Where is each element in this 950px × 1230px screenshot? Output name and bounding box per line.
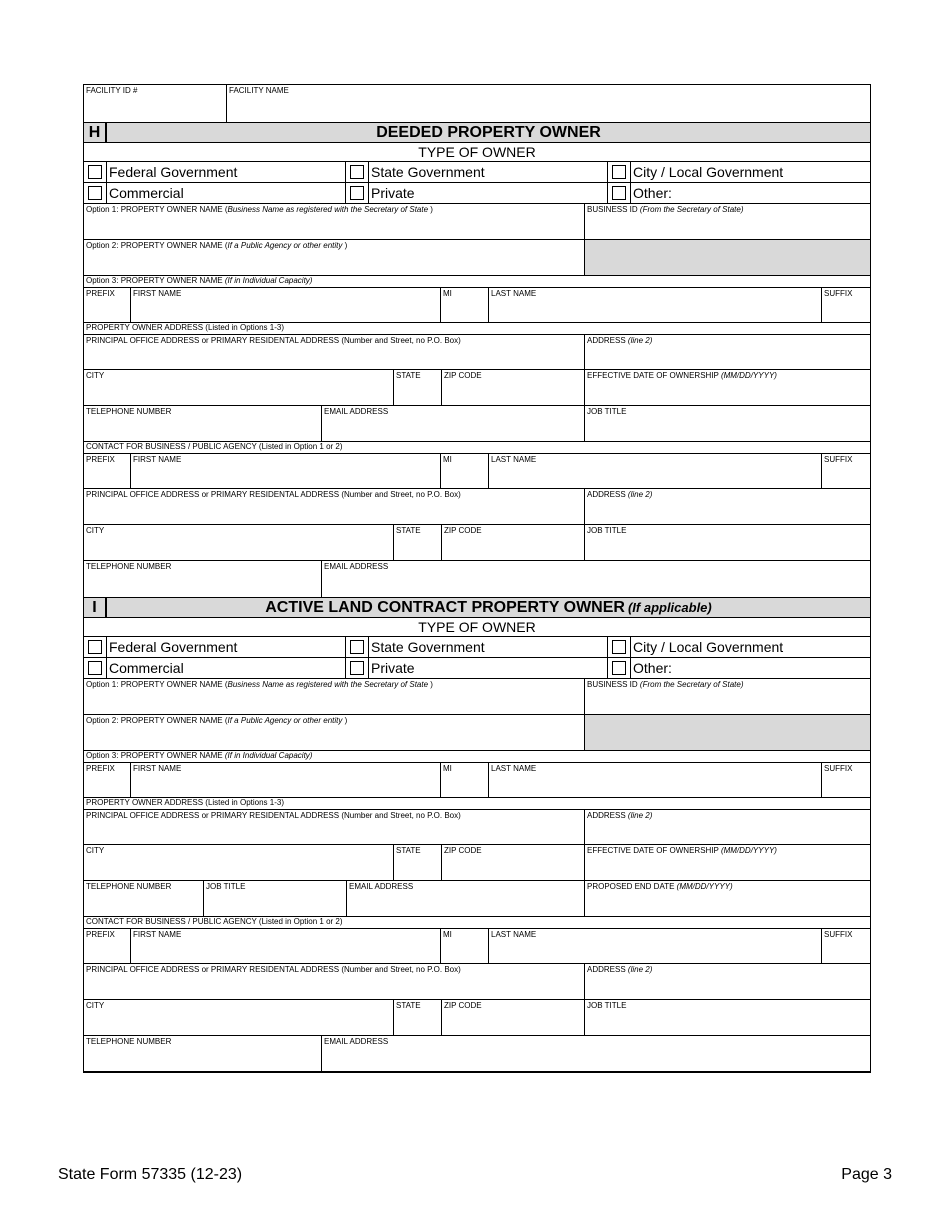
contact-label: CONTACT FOR BUSINESS / PUBLIC AGENCY (Listed in Option 1 or 2) — [86, 442, 343, 451]
effective-date-label: EFFECTIVE DATE OF OWNERSHIP (MM/DD/YYYY) — [587, 371, 777, 380]
other-field[interactable] — [631, 658, 870, 678]
private-label-cell — [369, 658, 608, 678]
facility-name-field[interactable] — [227, 85, 870, 122]
owner-type-row-1-i — [84, 637, 870, 658]
state-gov-label: State Government — [371, 639, 485, 655]
other-label: Other: — [633, 185, 672, 201]
principal-address-label: PRINCIPAL OFFICE ADDRESS or PRIMARY RESIDENTAL ADDRESS (Number and Street, no P.O. Box) — [86, 490, 461, 499]
commercial-checkbox-cell[interactable] — [84, 183, 107, 203]
address-line2-field[interactable] — [585, 810, 870, 844]
state-checkbox[interactable] — [350, 640, 364, 654]
suffix-label: SUFFIX — [824, 289, 853, 298]
state-label-cell — [369, 162, 608, 182]
state-label: STATE — [396, 1001, 421, 1010]
other-checkbox[interactable] — [612, 186, 626, 200]
principal-address-field[interactable] — [84, 335, 585, 369]
state-label-cell — [369, 637, 608, 657]
option2-row — [84, 240, 870, 276]
mi-label: MI — [443, 764, 452, 773]
mi-label: MI — [443, 455, 452, 464]
first-name-field[interactable] — [131, 763, 441, 797]
email-label: EMAIL ADDRESS — [324, 407, 389, 416]
prefix-label: PREFIX — [86, 764, 115, 773]
option3-label: Option 3: PROPERTY OWNER NAME (If in Individual Capacity) — [86, 276, 313, 285]
contact-prefix-field[interactable] — [84, 929, 131, 963]
federal-checkbox-cell-i[interactable] — [84, 637, 107, 657]
name-row — [84, 288, 870, 323]
section-h-title-wrap — [107, 123, 870, 142]
facility-id-label: FACILITY ID # — [86, 86, 138, 95]
zip-label: ZIP CODE — [444, 371, 482, 380]
page-number: Page 3 — [841, 1166, 892, 1183]
option2-row-i — [84, 715, 870, 751]
contact-label: CONTACT FOR BUSINESS / PUBLIC AGENCY (Listed in Option 1 or 2) — [86, 917, 343, 926]
contact-name-row — [84, 454, 870, 489]
contact-city-row — [84, 525, 870, 561]
city-field[interactable] — [84, 845, 394, 880]
private-checkbox-cell[interactable] — [346, 183, 369, 203]
owner-type-row-1 — [84, 162, 870, 183]
suffix-label: SUFFIX — [824, 764, 853, 773]
principal-address-label: PRINCIPAL OFFICE ADDRESS or PRIMARY RESIDENTAL ADDRESS (Number and Street, no P.O. Box) — [86, 336, 461, 345]
commercial-label: Commercial — [109, 660, 184, 676]
mi-field[interactable] — [441, 763, 489, 797]
type-of-owner-label: TYPE OF OWNER — [418, 144, 536, 160]
option1-name-field[interactable] — [84, 204, 585, 239]
address-row — [84, 335, 870, 370]
type-of-owner-label: TYPE OF OWNER — [418, 619, 536, 635]
last-name-label: LAST NAME — [491, 289, 537, 298]
business-id-label: BUSINESS ID (From the Secretary of State) — [587, 680, 744, 689]
contact-last-name-field[interactable] — [489, 929, 822, 963]
city-label: CITY — [86, 371, 105, 380]
prefix-field[interactable] — [84, 763, 131, 797]
name-row-i — [84, 763, 870, 798]
commercial-label: Commercial — [109, 185, 184, 201]
contact-telephone-field[interactable] — [84, 561, 322, 597]
first-name-field[interactable] — [131, 288, 441, 322]
section-i-header — [84, 598, 870, 618]
job-title-field[interactable] — [585, 406, 870, 441]
phone-row — [84, 406, 870, 442]
contact-city-row-i — [84, 1000, 870, 1036]
email-label: EMAIL ADDRESS — [349, 882, 414, 891]
address-row-i — [84, 810, 870, 845]
last-name-label: LAST NAME — [491, 930, 537, 939]
suffix-label: SUFFIX — [824, 930, 853, 939]
section-i-subtitle: (If applicable) — [627, 600, 712, 615]
owner-address-heading-i — [84, 798, 870, 810]
zip-label: ZIP CODE — [444, 1001, 482, 1010]
contact-zip-field[interactable] — [442, 525, 585, 560]
contact-heading-cell — [84, 442, 870, 453]
owner-type-row-2-i — [84, 658, 870, 679]
prefix-label: PREFIX — [86, 930, 115, 939]
effective-date-field[interactable] — [585, 845, 870, 880]
telephone-field[interactable] — [84, 406, 322, 441]
zip-field[interactable] — [442, 370, 585, 405]
contact-zip-field[interactable] — [442, 1000, 585, 1035]
state-label: STATE — [396, 371, 421, 380]
private-label-cell — [369, 183, 608, 203]
city-checkbox[interactable] — [612, 640, 626, 654]
telephone-label: TELEPHONE NUMBER — [86, 407, 172, 416]
contact-suffix-field[interactable] — [822, 929, 870, 963]
telephone-label: TELEPHONE NUMBER — [86, 882, 172, 891]
owner-address-heading-cell — [84, 798, 870, 809]
telephone-field[interactable] — [84, 881, 204, 916]
other-checkbox[interactable] — [612, 661, 626, 675]
state-checkbox[interactable] — [350, 165, 364, 179]
last-name-label: LAST NAME — [491, 764, 537, 773]
form-number: State Form 57335 (12-23) — [58, 1166, 243, 1183]
job-title-label: JOB TITLE — [587, 1001, 627, 1010]
federal-label: Federal Government — [109, 639, 238, 655]
contact-first-name-field[interactable] — [131, 929, 441, 963]
job-title-label: JOB TITLE — [587, 407, 627, 416]
city-row-i — [84, 845, 870, 881]
job-title-field[interactable] — [204, 881, 347, 916]
federal-label-cell — [107, 637, 346, 657]
state-checkbox-cell[interactable] — [346, 162, 369, 182]
private-label: Private — [371, 185, 415, 201]
private-label: Private — [371, 660, 415, 676]
commercial-checkbox[interactable] — [88, 661, 102, 675]
city-checkbox-cell[interactable] — [608, 162, 631, 182]
effective-date-label: EFFECTIVE DATE OF OWNERSHIP (MM/DD/YYYY) — [587, 846, 777, 855]
other-label: Other: — [633, 660, 672, 676]
private-checkbox-cell-i[interactable] — [346, 658, 369, 678]
contact-city-field[interactable] — [84, 525, 394, 560]
facility-id-field[interactable] — [84, 85, 227, 122]
federal-label-cell — [107, 162, 346, 182]
principal-address-label: PRINCIPAL OFFICE ADDRESS or PRIMARY RESIDENTAL ADDRESS (Number and Street, no P.O. Box) — [86, 811, 461, 820]
option2-name-field[interactable] — [84, 240, 585, 275]
contact-address-row — [84, 489, 870, 525]
email-label: EMAIL ADDRESS — [324, 562, 389, 571]
suffix-field[interactable] — [822, 763, 870, 797]
city-gov-label: City / Local Government — [633, 164, 784, 180]
contact-last-name-field[interactable] — [489, 454, 822, 488]
section-i-title: ACTIVE LAND CONTRACT PROPERTY OWNER — [265, 598, 625, 616]
contact-telephone-field[interactable] — [84, 1036, 322, 1071]
business-id-label: BUSINESS ID (From the Secretary of State) — [587, 205, 744, 214]
address-line2-label: ADDRESS (line 2) — [587, 811, 653, 820]
contact-phone-row — [84, 561, 870, 598]
state-field[interactable] — [394, 370, 442, 405]
section-i-title-wrap — [107, 598, 870, 617]
contact-job-title-field[interactable] — [585, 525, 870, 560]
first-name-label: FIRST NAME — [133, 289, 182, 298]
contact-phone-row-i — [84, 1036, 870, 1071]
principal-address-label: PRINCIPAL OFFICE ADDRESS or PRIMARY RESIDENTAL ADDRESS (Number and Street, no P.O. Box) — [86, 965, 461, 974]
contact-heading-i — [84, 917, 870, 929]
mi-label: MI — [443, 930, 452, 939]
option2-name-field[interactable] — [84, 715, 585, 750]
owner-address-heading — [84, 323, 870, 335]
effective-date-field[interactable] — [585, 370, 870, 405]
option3-heading — [84, 276, 870, 288]
contact-principal-address-field[interactable] — [84, 964, 585, 999]
commercial-checkbox-cell-i[interactable] — [84, 658, 107, 678]
other-checkbox-cell-i[interactable] — [608, 658, 631, 678]
contact-state-field[interactable] — [394, 1000, 442, 1035]
contact-address-line2-field[interactable] — [585, 964, 870, 999]
contact-suffix-field[interactable] — [822, 454, 870, 488]
contact-heading-cell — [84, 917, 870, 928]
zip-label: ZIP CODE — [444, 526, 482, 535]
business-id-field[interactable] — [585, 204, 870, 239]
city-field[interactable] — [84, 370, 394, 405]
federal-checkbox[interactable] — [88, 640, 102, 654]
prefix-field[interactable] — [84, 288, 131, 322]
city-checkbox-cell-i[interactable] — [608, 637, 631, 657]
email-field[interactable] — [347, 881, 585, 916]
job-title-label: JOB TITLE — [206, 882, 246, 891]
contact-job-title-field[interactable] — [585, 1000, 870, 1035]
section-h-title: DEEDED PROPERTY OWNER — [376, 123, 601, 141]
contact-mi-field[interactable] — [441, 454, 489, 488]
option1-label: Option 1: PROPERTY OWNER NAME (Business Name as registered with the Secretary of State ) — [86, 680, 433, 689]
city-row — [84, 370, 870, 406]
contact-principal-address-field[interactable] — [84, 489, 585, 524]
owner-address-heading-cell — [84, 323, 870, 334]
business-id-field[interactable] — [585, 679, 870, 714]
section-i-letter: I — [84, 598, 107, 617]
option3-heading-cell — [84, 276, 870, 287]
contact-address-row-i — [84, 964, 870, 1000]
other-checkbox-cell[interactable] — [608, 183, 631, 203]
contact-address-line2-field[interactable] — [585, 489, 870, 524]
facility-row — [84, 85, 870, 123]
suffix-field[interactable] — [822, 288, 870, 322]
state-label: STATE — [396, 526, 421, 535]
mi-label: MI — [443, 289, 452, 298]
first-name-label: FIRST NAME — [133, 455, 182, 464]
prefix-label: PREFIX — [86, 455, 115, 464]
zip-field[interactable] — [442, 845, 585, 880]
facility-name-label: FACILITY NAME — [229, 86, 289, 95]
suffix-label: SUFFIX — [824, 455, 853, 464]
contact-city-field[interactable] — [84, 1000, 394, 1035]
state-field[interactable] — [394, 845, 442, 880]
federal-checkbox[interactable] — [88, 165, 102, 179]
option3-heading-cell — [84, 751, 870, 762]
last-name-label: LAST NAME — [491, 455, 537, 464]
mi-field[interactable] — [441, 288, 489, 322]
city-gov-label: City / Local Government — [633, 639, 784, 655]
option2-label: Option 2: PROPERTY OWNER NAME (If a Public Agency or other entity ) — [86, 241, 348, 250]
shaded-cell — [585, 715, 870, 750]
private-checkbox[interactable] — [350, 186, 364, 200]
principal-address-field[interactable] — [84, 810, 585, 844]
contact-heading — [84, 442, 870, 454]
type-of-owner-heading — [84, 143, 870, 162]
other-field[interactable] — [631, 183, 870, 203]
first-name-label: FIRST NAME — [133, 930, 182, 939]
contact-email-field[interactable] — [322, 1036, 870, 1071]
federal-checkbox-cell[interactable] — [84, 162, 107, 182]
type-of-owner-heading-i — [84, 618, 870, 637]
state-gov-label: State Government — [371, 164, 485, 180]
email-label: EMAIL ADDRESS — [324, 1037, 389, 1046]
prefix-label: PREFIX — [86, 289, 115, 298]
telephone-label: TELEPHONE NUMBER — [86, 1037, 172, 1046]
federal-label: Federal Government — [109, 164, 238, 180]
option3-label: Option 3: PROPERTY OWNER NAME (If in Individual Capacity) — [86, 751, 313, 760]
proposed-end-date-field[interactable] — [585, 881, 870, 916]
address-line2-label: ADDRESS (line 2) — [587, 490, 653, 499]
option1-row-i — [84, 679, 870, 715]
commercial-label-cell — [107, 658, 346, 678]
owner-type-row-2 — [84, 183, 870, 204]
job-title-label: JOB TITLE — [587, 526, 627, 535]
section-h-letter: H — [84, 123, 107, 142]
contact-mi-field[interactable] — [441, 929, 489, 963]
commercial-label-cell — [107, 183, 346, 203]
contact-state-field[interactable] — [394, 525, 442, 560]
option1-label: Option 1: PROPERTY OWNER NAME (Business Name as registered with the Secretary of State ) — [86, 205, 433, 214]
address-line2-field[interactable] — [585, 335, 870, 369]
zip-label: ZIP CODE — [444, 846, 482, 855]
email-field[interactable] — [322, 406, 585, 441]
option1-row — [84, 204, 870, 240]
commercial-checkbox[interactable] — [88, 186, 102, 200]
city-label: CITY — [86, 526, 105, 535]
city-checkbox[interactable] — [612, 165, 626, 179]
contact-first-name-field[interactable] — [131, 454, 441, 488]
first-name-label: FIRST NAME — [133, 764, 182, 773]
owner-address-label: PROPERTY OWNER ADDRESS (Listed in Options 1-3) — [86, 798, 284, 807]
private-checkbox[interactable] — [350, 661, 364, 675]
city-label: CITY — [86, 1001, 105, 1010]
phone-row-i — [84, 881, 870, 917]
state-label: STATE — [396, 846, 421, 855]
shaded-cell — [585, 240, 870, 275]
option2-label: Option 2: PROPERTY OWNER NAME (If a Public Agency or other entity ) — [86, 716, 348, 725]
option3-heading-i — [84, 751, 870, 763]
contact-email-field[interactable] — [322, 561, 870, 597]
address-line2-label: ADDRESS (line 2) — [587, 336, 653, 345]
telephone-label: TELEPHONE NUMBER — [86, 562, 172, 571]
option1-name-field[interactable] — [84, 679, 585, 714]
city-label-cell — [631, 162, 870, 182]
form-sheet — [83, 84, 871, 1073]
city-label: CITY — [86, 846, 105, 855]
owner-address-label: PROPERTY OWNER ADDRESS (Listed in Options 1-3) — [86, 323, 284, 332]
contact-name-row-i — [84, 929, 870, 964]
city-label-cell — [631, 637, 870, 657]
state-checkbox-cell-i[interactable] — [346, 637, 369, 657]
last-name-field[interactable] — [489, 763, 822, 797]
section-h-header — [84, 123, 870, 143]
proposed-end-date-label: PROPOSED END DATE (MM/DD/YYYY) — [587, 882, 733, 891]
address-line2-label: ADDRESS (line 2) — [587, 965, 653, 974]
contact-prefix-field[interactable] — [84, 454, 131, 488]
last-name-field[interactable] — [489, 288, 822, 322]
